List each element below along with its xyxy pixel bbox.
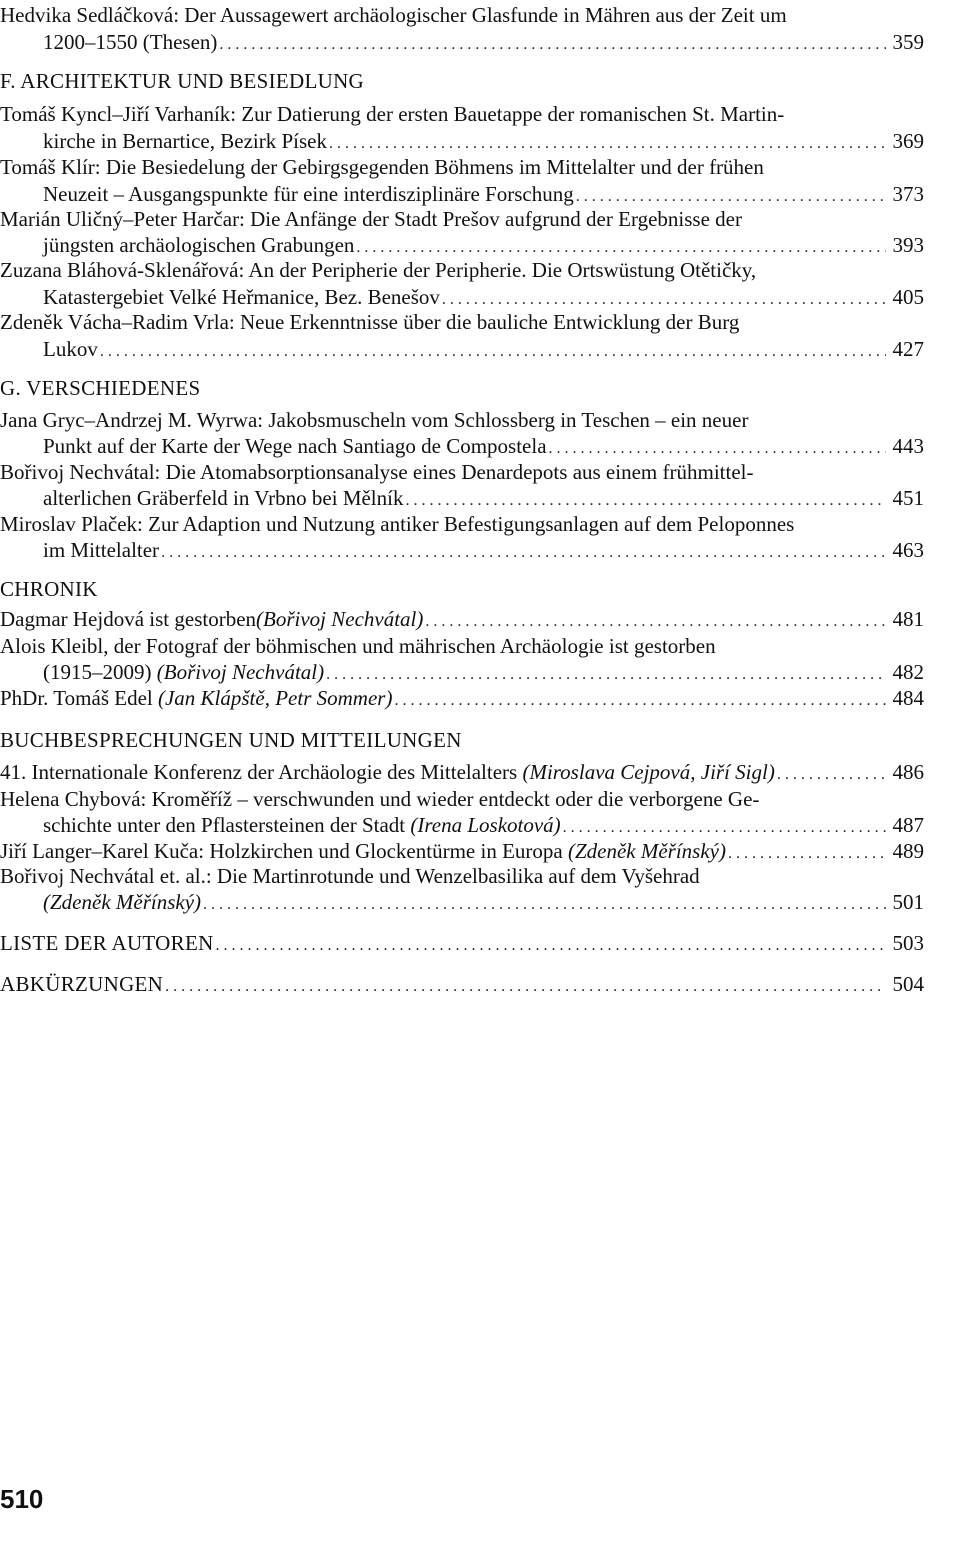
toc-entry-title: 41. Internationale Konferenz der Archäologie des Mittelalters [0, 760, 523, 784]
toc-entry-title: Tomáš Kyncl–Jiří Varhaník: Zur Datierung der ersten Bauetappe der romanischen St. Martin- [0, 102, 785, 126]
toc-entry-title: Bořivoj Nechvátal: Die Atomabsorptionsanalyse eines Denardepots aus einem frühmittel- [0, 460, 754, 484]
page-number: 484 [892, 686, 924, 710]
toc-entry-title: Alois Kleibl, der Fotograf der böhmischen und mährischen Archäologie ist gestorben [0, 634, 716, 658]
toc-entry-line [43, 181, 924, 207]
toc-entry-title: Miroslav Plaček: Zur Adaption und Nutzung antiker Befestigungsanlagen auf dem Peloponnes [0, 512, 795, 536]
reviewer-name: (Irena Loskotová) [410, 813, 561, 837]
toc-entry-title: Helena Chybová: Kroměříž – verschwunden und wieder entdeckt oder die verborgene Ge- [0, 787, 760, 811]
section-heading: F. ARCHITEKTUR UND BESIEDLUNG [0, 69, 365, 93]
toc-entry-line [0, 971, 924, 997]
toc-entry-line [43, 29, 924, 55]
toc-entry-line [43, 889, 924, 915]
toc-entry-title: Marián Uličný–Peter Harčar: Die Anfänge der Stadt Prešov aufgrund der Ergebnisse der [0, 207, 742, 231]
dot-leader [161, 540, 886, 566]
page-number: 503 [892, 931, 924, 955]
toc-entry-title: Lukov [43, 337, 98, 361]
toc-entry-title: Zdeněk Vácha–Radim Vrla: Neue Erkenntnisse über die bauliche Entwicklung der Burg [0, 310, 740, 334]
page-number: 451 [892, 486, 924, 510]
reviewer-name: (Miroslava Cejpová, Jiří Sigl) [522, 760, 775, 784]
toc-entry-line [0, 511, 794, 537]
page-number: 393 [892, 233, 924, 257]
toc-entry-line [43, 284, 924, 310]
toc-entry-line [0, 930, 924, 956]
dot-leader [203, 892, 886, 918]
toc-entry-title: jüngsten archäologischen Grabungen [43, 233, 355, 257]
toc-entry-line [43, 433, 924, 459]
toc-entry-title: alterlichen Gräberfeld in Vrbno bei Mělník [43, 486, 404, 510]
reviewer-name: (Zdeněk Měřínský) [567, 839, 726, 863]
toc-entry-line [43, 485, 924, 511]
toc-entry-line [43, 232, 924, 258]
page-number: 501 [892, 890, 924, 914]
toc-entry-title: schichte unter den Pflastersteinen der Stadt [43, 813, 411, 837]
dot-leader [100, 339, 886, 365]
toc-entry-line [0, 786, 759, 812]
toc-entry-title: Hedvika Sedláčková: Der Aussagewert archäologischer Glasfunde in Mähren aus der Zeit um [0, 3, 787, 27]
page-number: 489 [892, 839, 924, 863]
page-number: 504 [892, 972, 924, 996]
toc-entry-line [0, 759, 924, 785]
section-heading: CHRONIK [0, 577, 98, 601]
toc-entry-line [0, 101, 784, 127]
page-number: 373 [892, 182, 924, 206]
toc-entry-line [0, 154, 764, 180]
page-number: 482 [892, 660, 924, 684]
page-number: 443 [892, 434, 924, 458]
toc-entry-title: Punkt auf der Karte der Wege nach Santiago de Compostela [43, 434, 547, 458]
toc-entry-line [0, 257, 756, 283]
toc-entry-title: LISTE DER AUTOREN [0, 931, 214, 955]
toc-entry-line [0, 606, 924, 632]
toc-entry-line [0, 407, 748, 433]
dot-leader [216, 933, 886, 959]
reviewer-name: (Bořivoj Nechvátal) [256, 607, 424, 631]
reviewer-name: (Jan Klápště, Petr Sommer) [157, 686, 393, 710]
toc-entry-title: Jana Gryc–Andrzej M. Wyrwa: Jakobsmuscheln vom Schlossberg in Teschen – ein neuer [0, 408, 749, 432]
toc-entry-line [43, 537, 924, 563]
toc-entry-line [0, 685, 924, 711]
toc-entry-title: ABKÜRZUNGEN [0, 972, 164, 996]
page-number: 427 [892, 337, 924, 361]
reviewer-name: (Bořivoj Nechvátal) [156, 660, 325, 684]
page-number: 463 [892, 538, 924, 562]
page-folio-number: 510 [0, 1484, 44, 1514]
dot-leader [219, 32, 886, 58]
toc-entry-line [0, 863, 700, 889]
toc-entry-title: Tomáš Klír: Die Besiedelung der Gebirgsgegenden Böhmens im Mittelalter und der frühen [0, 155, 764, 179]
toc-entry-line [0, 838, 924, 864]
section-heading: G. VERSCHIEDENES [0, 376, 201, 400]
page-number: 486 [892, 760, 924, 784]
dot-leader [728, 841, 886, 867]
dot-leader [165, 974, 886, 1000]
toc-entry-line [43, 812, 924, 838]
toc-entry-line [0, 309, 739, 335]
toc-entry-title: Zuzana Bláhová-Sklenářová: An der Peripherie der Peripherie. Die Ortswüstung Otětičky, [0, 258, 757, 282]
toc-entry-title: Neuzeit – Ausgangspunkte für eine interdisziplinäre Forschung [43, 182, 574, 206]
toc-entry-title: kirche in Bernartice, Bezirk Písek [43, 129, 327, 153]
dot-leader [394, 688, 886, 714]
toc-entry-line [0, 459, 753, 485]
toc-entry-title: Bořivoj Nechvátal et. al.: Die Martinrotunde und Wenzelbasilika auf dem Vyšehrad [0, 864, 700, 888]
toc-entry-line [43, 336, 924, 362]
toc-entry-line [0, 206, 742, 232]
toc-entry-title: Dagmar Hejdová ist gestorben [0, 607, 257, 631]
toc-entry-line [0, 2, 787, 28]
toc-entry-title: Katastergebiet Velké Heřmanice, Bez. Benešov [43, 285, 440, 309]
toc-entry-line [0, 633, 716, 659]
toc-entry-title: 1200–1550 (Thesen) [43, 30, 218, 54]
page-number: 487 [892, 813, 924, 837]
page-number: 369 [892, 129, 924, 153]
toc-entry-title: PhDr. Tomáš Edel [0, 686, 158, 710]
toc-entry-line [43, 128, 924, 154]
dot-leader [425, 609, 886, 635]
reviewer-name: (Zdeněk Měřínský) [43, 890, 202, 914]
dot-leader [777, 762, 886, 788]
page-number: 359 [892, 30, 924, 54]
section-heading: BUCHBESPRECHUNGEN UND MITTEILUNGEN [0, 728, 462, 752]
page-number: 405 [892, 285, 924, 309]
toc-entry-title: Jiří Langer–Karel Kuča: Holzkirchen und Glockentürme in Europa [0, 839, 568, 863]
page-number: 481 [892, 607, 924, 631]
toc-entry-title: (1915–2009) [43, 660, 157, 684]
toc-entry-line [43, 659, 924, 685]
toc-entry-title: im Mittelalter [43, 538, 160, 562]
